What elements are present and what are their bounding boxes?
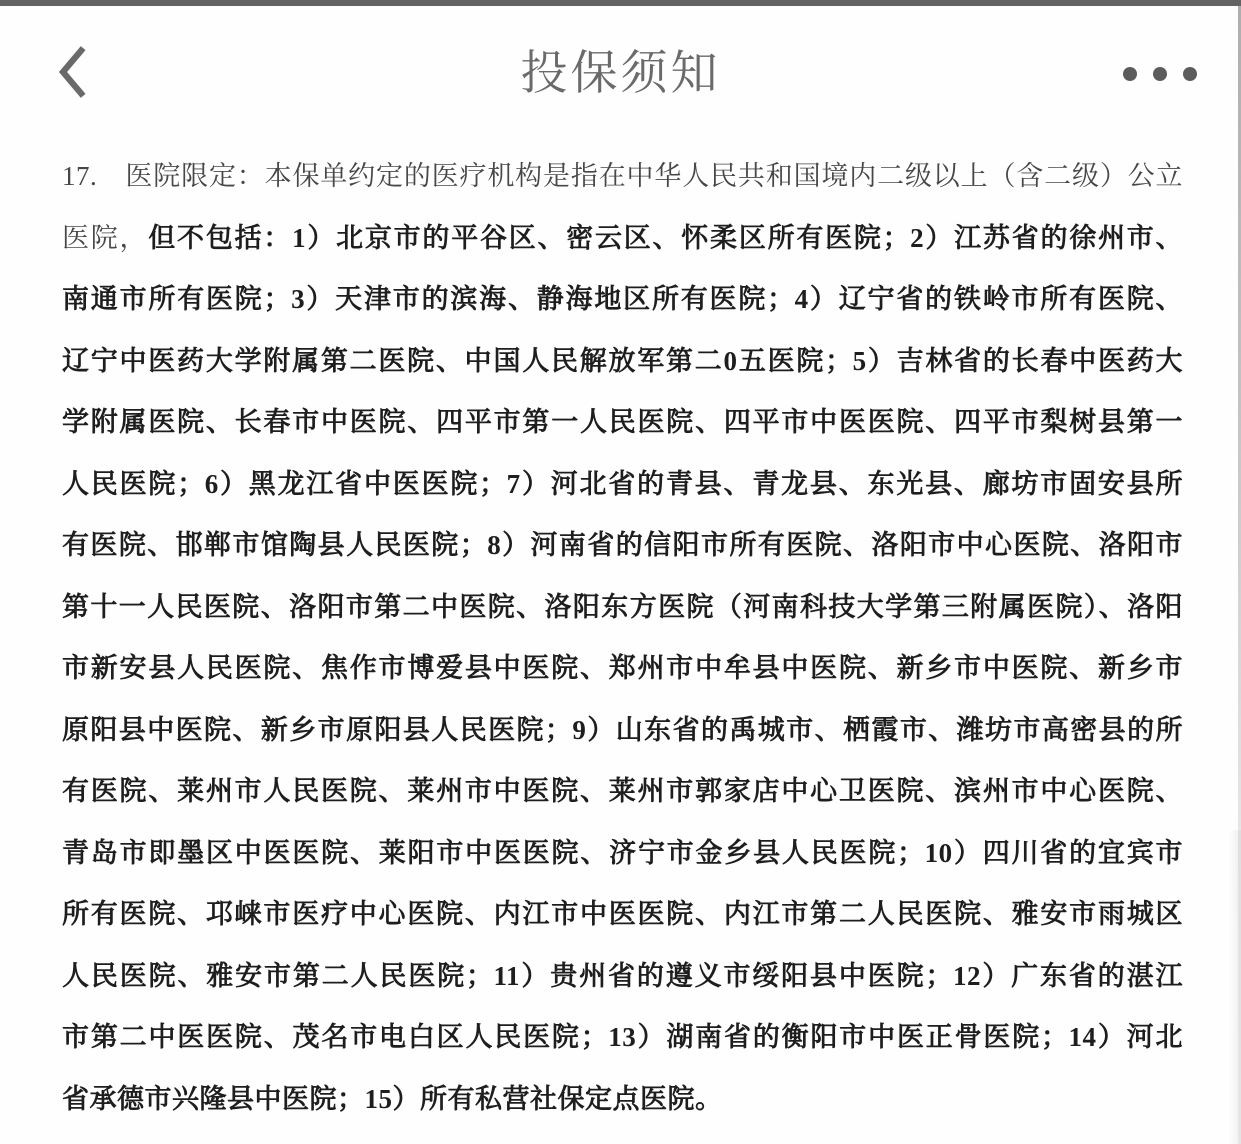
excluded-hospitals-text: 青岛市即墨区中医医院、莱阳市中医医院、济宁市金乡县人民医院；10）四川省的宜宾市 (62, 837, 1183, 868)
document-line (62, 946, 1183, 1008)
ellipsis-icon (1123, 67, 1137, 81)
document-line (62, 454, 1183, 516)
excluded-hospitals-text: 有医院、莱州市人民医院、莱州市中医院、莱州市郭家店中心卫医院、滨州市中心医院、 (62, 776, 1183, 806)
document-line (62, 884, 1183, 946)
page-title: 投保须知 (520, 46, 721, 99)
more-menu-button[interactable] (1119, 46, 1201, 102)
navigation-bar (0, 6, 1241, 132)
ellipsis-icon (1153, 67, 1167, 81)
document-line (62, 392, 1183, 454)
document-line (62, 761, 1183, 823)
excluded-hospitals-text: 人民医院、雅安市第二人民医院；11）贵州省的遵义市绥阳县中医院；12）广东省的湛江 (62, 960, 1183, 991)
excluded-hospitals-text: 省承德市兴隆县中医院；15）所有私营社保定点医院。 (62, 1083, 723, 1114)
excluded-hospitals-text: 原阳县中医院、新乡市原阳县人民医院；9）山东省的禹城市、栖霞市、潍坊市高密县的所 (62, 714, 1183, 745)
excluded-hospitals-text: 学附属医院、长春市中医院、四平市第一人民医院、四平市中医医院、四平市梨树县第一 (62, 407, 1183, 437)
document-line (62, 577, 1183, 639)
document-line (62, 331, 1183, 393)
excluded-hospitals-text: 第十一人民医院、洛阳市第二中医院、洛阳东方医院（河南科技大学第三附属医院）、洛阳 (62, 591, 1183, 622)
document-text (62, 146, 1183, 1130)
document-body (0, 146, 1241, 1130)
excluded-hospitals-text: 人民医院；6）黑龙江省中医医院；7）河北省的青县、青龙县、东光县、廊坊市固安县所 (62, 468, 1183, 499)
excluded-hospitals-text: 市第二中医医院、茂名市电白区人民医院；13）湖南省的衡阳市中医正骨医院；14）河北 (62, 1022, 1183, 1052)
clause-intro-text: 17. 医院限定：本保单约定的医疗机构是指在中华人民共和国境内二级以上（含二级）公立 (62, 161, 1183, 191)
excluded-hospitals-text: 辽宁中医药大学附属第二医院、中国人民解放军第二0五医院；5）吉林省的长春中医药大 (62, 345, 1183, 376)
document-line (62, 638, 1183, 700)
document-line (62, 700, 1183, 762)
clause-intro-text: 医院， (62, 222, 149, 253)
excluded-hospitals-text: 有医院、邯郸市馆陶县人民医院；8）河南省的信阳市所有医院、洛阳市中心医院、洛阳市 (62, 530, 1183, 560)
document-line (62, 146, 1183, 208)
excluded-hospitals-text: 南通市所有医院；3）天津市的滨海、静海地区所有医院；4）辽宁省的铁岭市所有医院、 (62, 284, 1183, 314)
document-line (62, 1007, 1183, 1069)
document-line (62, 515, 1183, 577)
document-line (62, 1069, 1183, 1131)
excluded-hospitals-text: 所有医院、邛崃市医疗中心医院、内江市中医医院、内江市第二人民医院、雅安市雨城区 (62, 899, 1183, 929)
document-line (62, 208, 1183, 270)
document-line (62, 823, 1183, 885)
ellipsis-icon (1183, 67, 1197, 81)
excluded-hospitals-text: 但不包括：1）北京市的平谷区、密云区、怀柔区所有医院；2）江苏省的徐州市、 (148, 222, 1183, 253)
document-line (62, 269, 1183, 331)
excluded-hospitals-text: 市新安县人民医院、焦作市博爱县中医院、郑州市中牟县中医院、新乡市中医院、新乡市 (62, 653, 1183, 683)
